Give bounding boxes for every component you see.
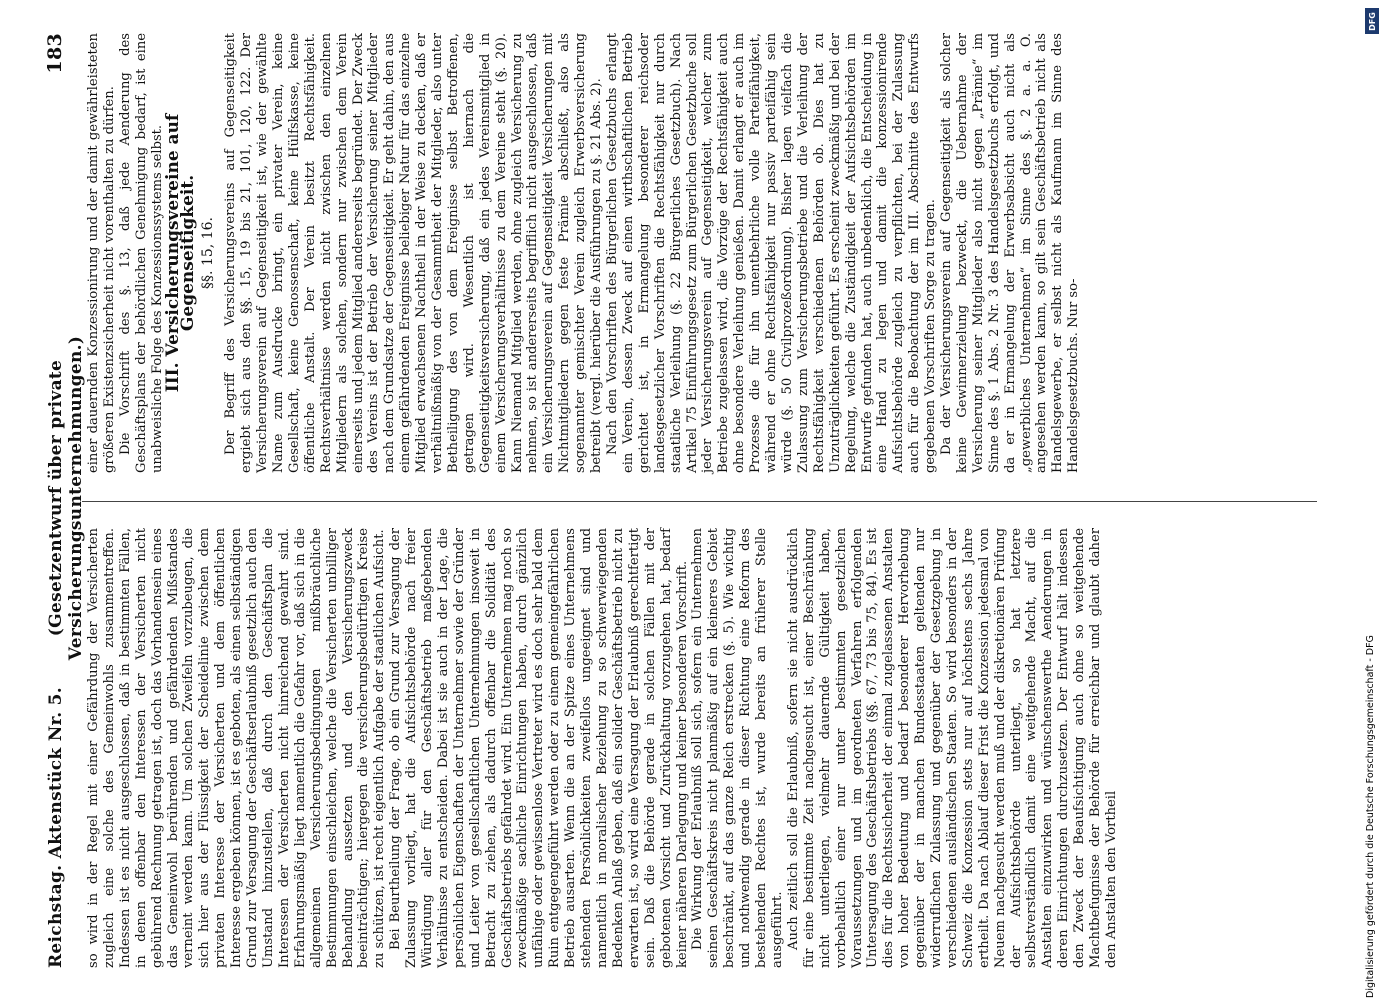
column-divider — [82, 501, 1317, 502]
page-number: 183 — [44, 33, 66, 74]
running-header — [42, 33, 86, 968]
left-column — [86, 528, 1326, 968]
rotated-document — [42, 33, 1332, 968]
header-title: (Gesetzentwurf über private Versicherungsunternehmungen.) — [46, 335, 86, 661]
left-paragraph-4: Auch zeitlich soll die Erlaubniß, sofern sie nicht ausdrücklich für eine bestimmte Zeit nachgesucht ist, einer Beschränkung nicht unterliegen, vielmehr dauernde Gültigkeit haben, vorbehaltlich einer nur unter bestimmten gesetzlichen Voraussetzungen und im geordneten Verfahren erfolgenden Untersagung des Geschäftsbetriebs (§§. 67, 73 bis 75, 84). Es ist dies für die Rechtssicherheit der einmal zugelassenen Anstalten von hoher Bedeutung und bedarf besonderer Hervorhebung gegenüber der in manchen Bundesstaaten geltenden nur widerruflichen Zulassung und gegenüber der Gesetzgebung in verschiedenen ausländischen Staaten. So wird besonders in der Schweiz die Konzession stets nur auf höchstens sechs Jahre ertheilt. Da nach Ablauf dieser Frist die Konzession jedesmal von Neuem nachgesucht werden muß und der diskretionären Prüfung der Aufsichtsbehörde unterliegt, so hat letztere selbstverständlich damit eine weitgehende Macht, auf die Anstalten einzuwirken und wünschenswerthe Aenderungen in deren Einrichtungen durchzusetzen. Der Entwurf hält indessen den Zweck der Beaufsichtigung auch ohne so weitgehende Machtbefugnisse der Behörde für erreichbar und glaubt daher den Anstalten den Vortheil — [785, 528, 1119, 968]
dfg-logo-text: DFG — [1367, 11, 1377, 31]
paragraph-reference: §§. 15, 16. — [200, 217, 217, 289]
right-intro-1: einer dauernden Konzessionirung und der damit gewährleisteten größeren Existenzsicherheit nicht vorenthalten zu dürfen. — [86, 33, 117, 473]
digitization-credit: Digitalisierung gefördert durch die Deutsche Forschungsgemeinschaft - DFG — [1365, 635, 1376, 998]
right-paragraph-3: Da der Versicherungsverein auf Gegenseitigkeit als solcher keine Gewinnerzielung bezweckt, die Uebernahme der Versicherung seiner Mitglieder also nicht gegen „Prämie“ im Sinne des §. 1 Abs. 2 Nr. 3 des Handelsgesetzbuchs erfolgt, und da er in Ermangelung der Erwerbsabsicht auch nicht als „gewerbliches Unternehmen“ im Sinne des §. 2 a. a. O. angesehen werden kann, so gilt sein Geschäftsbetrieb nicht als Handelsgewerbe, er selbst nicht als Kaufmann im Sinne des Handelsgesetzbuchs. Nur so- — [939, 33, 1082, 473]
left-paragraph-3: Die Wirkung der Erlaubniß soll sich, sofern ein Unternehmen seinen Geschäftskreis nicht planmäßig auf ein kleineres Gebiet beschränkt, auf das ganze Reich erstrecken (§. 5). Wie wichtig und nothwendig gerade in dieser Richtung eine Reform des bestehenden Rechtes ist, wurde bereits an früherer Stelle ausgeführt. — [690, 528, 785, 968]
section-heading: III. Versicherungsvereine auf Gegenseitigkeit. — [162, 113, 199, 393]
header-left: Reichstag. Aktenstück Nr. 5. — [46, 686, 66, 968]
right-intro-2: Die Vorschrift des §. 13, daß jede Aenderung des Geschäftsplans der behördlichen Genehmigung bedarf, ist eine unabweisliche Folge des Konzessionssystems selbst. — [117, 33, 165, 473]
right-paragraph-1: Der Begriff des Versicherungsvereins auf Gegenseitigkeit ergiebt sich aus den §§. 15, 19 bis 21, 101, 120, 122. Der Versicherungsverein auf Gegenseitigkeit ist, wie der gewählte Name zum Ausdrucke bringt, ein privater Verein, keine Gesellschaft, keine Genossenschaft, keine Hülfskasse, keine öffentliche Anstalt. Der Verein besitzt Rechtsfähigkeit. Rechtsverhältnisse werden nicht zwischen den einzelnen Mitgliedern als solchen, sondern nur zwischen dem Verein einerseits und jedem Mitglied andererseits begründet. Der Zweck des Vereins ist der Betrieb der Versicherung seiner Mitglieder nach dem Grundsatze der Gegenseitigkeit. Er geht dahin, den aus einem gefährdenden Ereignisse beliebiger Natur für das einzelne Mitglied erwachsenen Nachtheil in der Weise zu decken, daß er verhältnißmäßig von der Gesammtheit der Mitglieder, also unter Betheiligung des von dem Ereignisse selbst Betroffenen, getragen wird. Wesentlich ist hiernach die Gegenseitigkeitsversicherung, daß ein jedes Vereinsmitglied in einem Versicherungsverhältnisse zu dem Vereine steht (§. 20). Kann Niemand Mitglied werden, ohne zugleich Versicherung zu nehmen, so ist andererseits begrifflich nicht ausgeschlossen, daß ein Versicherungsverein auf Gegenseitigkeit Versicherungen mit Nichtmitgliedern gegen feste Prämie abschließt, also als sogenannter gemischter Verein zugleich Erwerbsversicherung betreibt (vergl. hierüber die Ausführungen zu §. 21 Abs. 2). — [223, 33, 605, 473]
right-column — [86, 33, 1326, 473]
right-paragraph-2: Nach den Vorschriften des Bürgerlichen Gesetzbuchs erlangt ein Verein, dessen Zweck auf einen wirthschaftlichen Betrieb gerichtet ist, in Ermangelung besonderer reichsoder landesgesetzlicher Vorschriften die Rechtsfähigkeit nur durch staatliche Verleihung (§. 22 Bürgerliches Gesetzbuch). Nach Artikel 75 Einführungsgesetz zum Bürgerlichen Gesetzbuche soll jeder Versicherungsverein auf Gegenseitigkeit, welcher zum Betriebe zugelassen wird, die Vorzüge der Rechtsfähigkeit auch ohne besondere Verleihung genießen. Damit erlangt er auch im Prozesse die für ihn unentbehrliche volle Parteifähigkeit, während er ohne Rechtsfähigkeit nur passiv parteifähig sein würde (§. 50 Civilprozeßordnung). Bisher lagen vielfach die Zulassung zum Versicherungsbetriebe und die Verleihung der Rechtsfähigkeit verschiedenen Behörden ob. Dies hat zu Unzuträglichkeiten geführt. Es erscheint zweckmäßig und bei der Regelung, welche die Zuständigkeit der Aufsichtsbehörden im Entwurfe gefunden hat, auch unbedenklich, die Entscheidung in eine Hand zu legen und damit die konzessionirende Aufsichtsbehörde zugleich zu verpflichten, bei der Zulassung auch für die Beobachtung der im III. Abschnitte des Entwurfs gegebenen Vorschriften Sorge zu tragen. — [605, 33, 939, 473]
left-paragraph-2: Bei Beurtheilung der Frage, ob ein Grund zur Versagung der Zulassung vorliegt, hat die Aufsichtsbehörde nach freier Würdigung aller für den Geschäftsbetrieb maßgebenden Verhältnisse zu entscheiden. Dabei ist sie auch in der Lage, die persönlichen Eigenschaften der Unternehmer sowie der Gründer und Leiter von gesellschaftlichen Unternehmungen insoweit in Betracht zu ziehen, als dadurch offenbar die Solidität des Geschäftsbetriebs gefährdet wird. Ein Unternehmen mag noch so zweckmäßige sachliche Einrichtungen haben, durch gänzlich unfähige oder gewissenlose Vertreter wird es doch sehr bald dem Ruin entgegengeführt werden oder zu einem gemeingefährlichen Betrieb ausarten. Wenn die an der Spitze eines Unternehmens stehenden Persönlichkeiten zweifellos ungeeignet sind und namentlich in moralischer Beziehung zu so schwerwiegenden Bedenken Anlaß geben, daß ein solider Geschäftsbetrieb nicht zu erwarten ist, so wird eine Versagung der Erlaubniß gerechtfertigt sein. Daß die Behörde gerade in solchen Fällen mit der gebotenen Vorsicht und Zurückhaltung vorzugehen hat, bedarf keiner näheren Darlegung und keiner besonderen Vorschrift. — [388, 528, 690, 968]
digitization-margin — [1363, 0, 1383, 1000]
left-paragraph-1: so wird in der Regel mit einer Gefährdung der Versicherten zugleich eine solche des Gemeinwohls zusammentreffen. Indessen ist es nicht ausgeschlossen, daß in bestimmten Fällen, in denen offenbar den Interessen der Versicherten nicht gebührend Rechnung getragen ist, doch das Vorhandensein eines das Gemeinwohl berührenden und gefährdenden Mißstandes verneint werden kann. Um solchen Zweifeln vorzubeugen, die sich hier aus der Flüssigkeit der Scheidelinie zwischen dem privaten Interesse der Versicherten und dem öffentlichen Interesse ergeben können, ist es geboten, als einen selbständigen Grund zur Versagung der Geschäftserlaubniß gesetzlich auch den Umstand hinzustellen, daß durch den Geschäftsplan die Interessen der Versicherten nicht hinreichend gewahrt sind. Erfahrungsmäßig liegt namentlich die Gefahr vor, daß sich in die allgemeinen Versicherungsbedingungen mißbräuchliche Bestimmungen einschleichen, welche die Versicherten unbilliger Behandlung aussetzen und den Versicherungszweck beeinträchtigen; hiergegen die versicherungsbedürftigen Kreise zu schützen, ist recht eigentlich Aufgabe der staatlichen Aufsicht. — [86, 528, 388, 968]
